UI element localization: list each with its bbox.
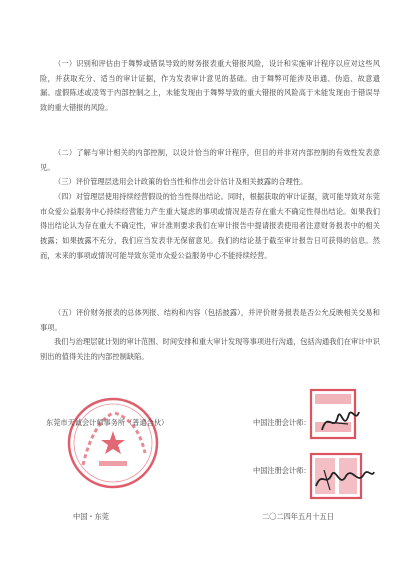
- paragraph-governance-communication: 我们与治理层就计划的审计范围、时间安排和重大审计发现等事项进行沟通，包括沟通我们在审计中识别出的值得关注的内部控制缺陷。: [40, 337, 380, 361]
- paragraph-going-concern: （四）对管理层使用持续经营假设的恰当性得出结论。同时，根据获取的审计证据，就可能导致对东莞市众爱公益服务中心持续经营能力产生重大疑虑的事项或情况是否存在重大不确定性得出结论。如果我们得出结论认为存在重大不确定性，审计准则要求我们在审计报告中提请报表使用者注意财务报表中的相关披露；如果披露不充分，我们应当发表非无保留意见。我们的结论基于截至审计报告日可获得的信息。然而，未来的事项或情况可能导致东莞市众爱公益服务中心不能持续经营。: [40, 192, 380, 260]
- paragraph-internal-control: （二）了解与审计相关的内部控制，以设计恰当的审计程序，但目的并非对内部控制的有效性发表意见。: [40, 148, 380, 172]
- cpa-signature-1: [318, 404, 362, 438]
- accounting-firm-name: 东莞市天诚会计师事务所（普通合伙）: [46, 418, 169, 427]
- cpa-label-1: 中国注册会计师：: [253, 418, 311, 427]
- paragraph-risk-assessment: （一）识别和评估由于舞弊或错误导致的财务报表重大错报风险，设计和实施审计程序以应对这些风险，并获取充分、适当的审计证据，作为发表审计意见的基础。由于舞弊可能涉及串通、伪造、故意遗漏、虚假陈述或凌驾于内部控制之上，未能发现由于舞弊导致的重大错报的风险高于未能发现由于错误导致的重大错报的风险。: [40, 59, 380, 112]
- signing-location: 中国・东莞: [73, 512, 109, 521]
- paragraph-accounting-policy: （三）评价管理层选用会计政策的恰当性和作出会计估计及相关披露的合理性。: [54, 177, 308, 187]
- firm-seal-stamp: [63, 393, 163, 493]
- cpa-signature-2: [312, 462, 376, 496]
- report-date: 二〇二四年五月十五日: [262, 512, 334, 521]
- cpa-label-2: 中国注册会计师：: [253, 466, 311, 475]
- paragraph-overall-presentation: （五）评价财务报表的总体列报、结构和内容（包括披露），并评价财务报表是否公允反映相关交易和事项。: [40, 308, 380, 332]
